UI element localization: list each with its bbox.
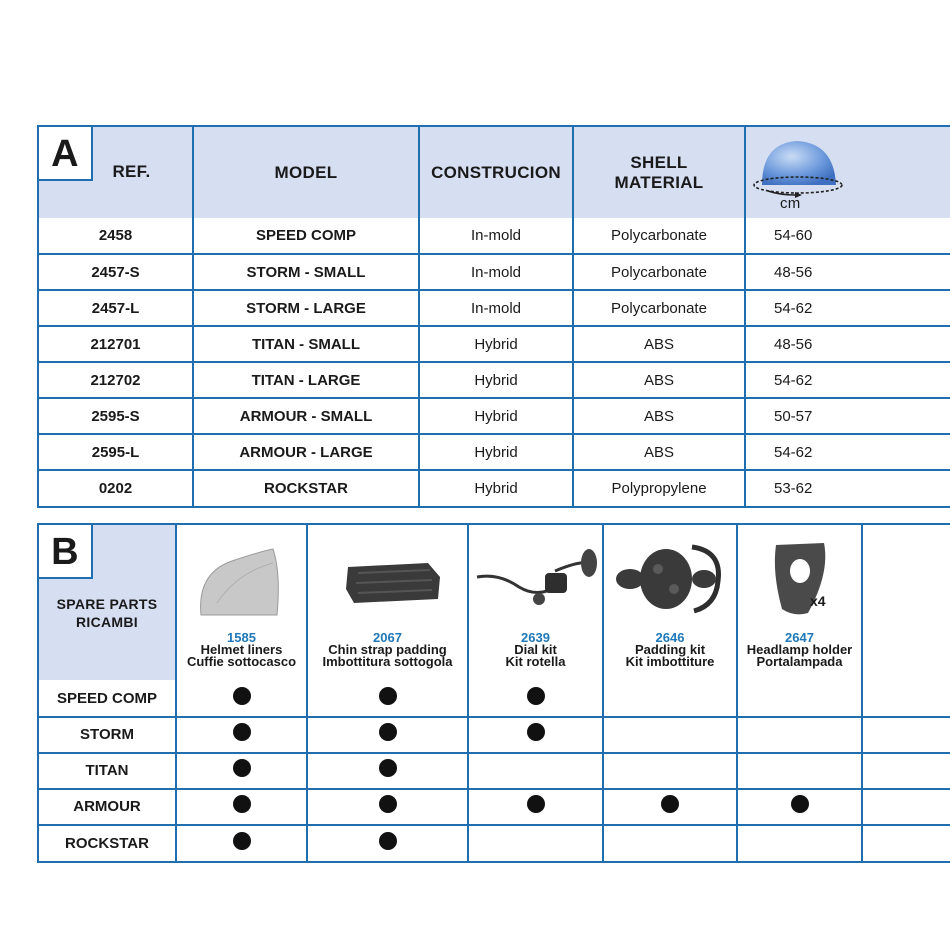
model-row xyxy=(39,218,950,254)
model-row xyxy=(39,326,950,362)
empty-cell xyxy=(862,717,950,753)
compatibility-cell xyxy=(468,717,603,753)
size-cell: 48-56 xyxy=(745,326,950,362)
compatible-dot-icon xyxy=(233,759,251,777)
shell-material-cell: ABS xyxy=(573,434,745,470)
model-cell: ARMOUR - SMALL xyxy=(193,398,419,434)
construction-cell: In-mold xyxy=(419,290,573,326)
size-cell: 48-56 xyxy=(745,254,950,290)
compatibility-cell xyxy=(307,680,468,716)
chin-strap-padding-icon xyxy=(308,533,468,629)
construction-cell: Hybrid xyxy=(419,398,573,434)
spare-parts-row xyxy=(39,789,950,825)
spare-parts-model-label: SPEED COMP xyxy=(39,680,176,716)
empty-cell xyxy=(862,789,950,825)
spare-parts-model-label: ARMOUR xyxy=(39,789,176,825)
compatibility-cell xyxy=(176,825,307,861)
compatibility-cell xyxy=(468,680,603,716)
compatibility-cell xyxy=(307,825,468,861)
compatibility-cell xyxy=(468,789,603,825)
size-cell: 54-62 xyxy=(745,290,950,326)
compatibility-cell xyxy=(307,753,468,789)
empty-cell xyxy=(862,753,950,789)
ref-cell: 2457-L xyxy=(39,290,193,326)
compatible-dot-icon xyxy=(379,723,397,741)
model-row xyxy=(39,470,950,506)
compatibility-cell xyxy=(603,680,737,716)
compatible-dot-icon xyxy=(233,832,251,850)
part-name-en: Dial kit xyxy=(514,642,557,658)
ref-cell: 2457-S xyxy=(39,254,193,290)
construction-cell: In-mold xyxy=(419,254,573,290)
spare-parts-table xyxy=(39,525,950,861)
model-cell: ARMOUR - LARGE xyxy=(193,434,419,470)
model-cell: TITAN - SMALL xyxy=(193,326,419,362)
section-a-letter: A xyxy=(39,127,93,181)
construction-cell: Hybrid xyxy=(419,470,573,506)
part-name-it: Kit rotella xyxy=(505,654,566,670)
model-cell: SPEED COMP xyxy=(193,218,419,254)
shell-material-cell: Polypropylene xyxy=(573,470,745,506)
compatibility-cell xyxy=(468,825,603,861)
compatible-dot-icon xyxy=(233,687,251,705)
helmet-models-table xyxy=(39,127,950,506)
shell-material-cell: Polycarbonate xyxy=(573,254,745,290)
compatible-dot-icon xyxy=(527,723,545,741)
compatible-dot-icon xyxy=(791,795,809,813)
part-name-en: Chin strap padding xyxy=(328,642,447,658)
ref-cell: 2595-L xyxy=(39,434,193,470)
shell-material-cell: ABS xyxy=(573,362,745,398)
compatibility-cell xyxy=(176,680,307,716)
model-row xyxy=(39,362,950,398)
compatibility-cell xyxy=(737,825,862,861)
compatibility-cell xyxy=(737,717,862,753)
part-ref-2646: 2646 xyxy=(655,630,685,646)
header-ref-label: REF. xyxy=(112,161,151,181)
spare-parts-model-label: ROCKSTAR xyxy=(39,825,176,861)
size-cell: 54-62 xyxy=(745,362,950,398)
helmet-liner-icon xyxy=(177,533,307,629)
construction-cell: Hybrid xyxy=(419,326,573,362)
compatibility-cell xyxy=(176,753,307,789)
header-shell-material xyxy=(573,127,745,218)
model-row xyxy=(39,434,950,470)
part-name-en: Headlamp holder xyxy=(746,642,853,658)
compatibility-cell xyxy=(603,717,737,753)
model-row xyxy=(39,254,950,290)
empty-cell xyxy=(862,680,950,716)
compatible-dot-icon xyxy=(233,723,251,741)
shell-material-cell: Polycarbonate xyxy=(573,290,745,326)
size-unit-label: cm xyxy=(780,194,801,212)
part-name-it: Kit imbottiture xyxy=(625,654,715,670)
header-model: MODEL xyxy=(193,127,419,218)
padding-kit-icon xyxy=(604,533,737,629)
spare-parts-row xyxy=(39,717,950,753)
part-name-en: Helmet liners xyxy=(200,642,283,658)
model-row xyxy=(39,398,950,434)
model-cell: STORM - LARGE xyxy=(193,290,419,326)
compatible-dot-icon xyxy=(527,687,545,705)
compatible-dot-icon xyxy=(233,795,251,813)
shell-material-cell: ABS xyxy=(573,398,745,434)
compatible-dot-icon xyxy=(379,832,397,850)
compatibility-cell xyxy=(176,717,307,753)
part-padding-kit xyxy=(603,525,737,680)
shell-material-cell: Polycarbonate xyxy=(573,218,745,254)
model-row xyxy=(39,290,950,326)
part-empty-column xyxy=(862,525,950,680)
part-name-it: Cuffie sottocasco xyxy=(186,654,297,670)
spare-parts-model-label: TITAN xyxy=(39,753,176,789)
compatibility-cell xyxy=(468,753,603,789)
ref-cell: 0202 xyxy=(39,470,193,506)
header-spare-parts xyxy=(39,525,176,680)
compatible-dot-icon xyxy=(661,795,679,813)
shell-material-cell: ABS xyxy=(573,326,745,362)
spare-parts-row xyxy=(39,825,950,861)
part-name-it: Imbottitura sottogola xyxy=(322,654,453,670)
compatibility-cell xyxy=(307,789,468,825)
ref-cell: 2458 xyxy=(39,218,193,254)
section-b-letter: B xyxy=(39,525,93,579)
spare-parts-model-label: STORM xyxy=(39,717,176,753)
compatibility-cell xyxy=(307,717,468,753)
compatibility-cell xyxy=(603,825,737,861)
construction-cell: Hybrid xyxy=(419,362,573,398)
header-shell-line1: SHELL xyxy=(630,152,688,172)
part-ref-2647: 2647 xyxy=(785,630,814,646)
compatibility-cell xyxy=(603,789,737,825)
dial-kit-icon xyxy=(469,533,603,629)
empty-cell xyxy=(862,825,950,861)
spare-parts-label: SPARE PARTS xyxy=(56,596,158,612)
part-name-en: Padding kit xyxy=(634,642,706,658)
compatibility-cell xyxy=(603,753,737,789)
construction-cell: In-mold xyxy=(419,218,573,254)
part-ref-1585: 1585 xyxy=(227,630,256,646)
part-ref-2067: 2067 xyxy=(373,630,402,646)
header-ref xyxy=(39,127,193,218)
part-chin-strap-padding xyxy=(307,525,468,680)
headlamp-qty-label: x4 xyxy=(810,593,826,609)
part-headlamp-holder xyxy=(737,525,862,680)
size-cell: 50-57 xyxy=(745,398,950,434)
compatible-dot-icon xyxy=(379,759,397,777)
table-b xyxy=(37,523,950,863)
model-cell: ROCKSTAR xyxy=(193,470,419,506)
size-cell: 54-60 xyxy=(745,218,950,254)
compatibility-cell xyxy=(737,753,862,789)
construction-cell: Hybrid xyxy=(419,434,573,470)
table-a xyxy=(37,125,950,508)
compatibility-cell xyxy=(737,680,862,716)
part-name-it: Portalampada xyxy=(756,654,843,670)
compatible-dot-icon xyxy=(379,795,397,813)
compatibility-cell xyxy=(737,789,862,825)
ref-cell: 212702 xyxy=(39,362,193,398)
size-cell: 54-62 xyxy=(745,434,950,470)
part-ref-2639: 2639 xyxy=(521,630,550,646)
model-cell: TITAN - LARGE xyxy=(193,362,419,398)
ref-cell: 2595-S xyxy=(39,398,193,434)
header-size xyxy=(745,127,950,218)
compatible-dot-icon xyxy=(379,687,397,705)
spare-parts-row xyxy=(39,680,950,716)
part-dial-kit xyxy=(468,525,603,680)
part-helmet-liners xyxy=(176,525,307,680)
headlamp-holder-icon xyxy=(738,533,863,629)
spare-parts-row xyxy=(39,753,950,789)
header-shell-line2: MATERIAL xyxy=(614,172,704,192)
header-construction: CONSTRUCION xyxy=(419,127,573,218)
helmet-size-icon xyxy=(750,135,850,203)
ref-cell: 212701 xyxy=(39,326,193,362)
ricambi-label: RICAMBI xyxy=(76,614,138,630)
compatible-dot-icon xyxy=(527,795,545,813)
model-cell: STORM - SMALL xyxy=(193,254,419,290)
compatibility-cell xyxy=(176,789,307,825)
size-cell: 53-62 xyxy=(745,470,950,506)
